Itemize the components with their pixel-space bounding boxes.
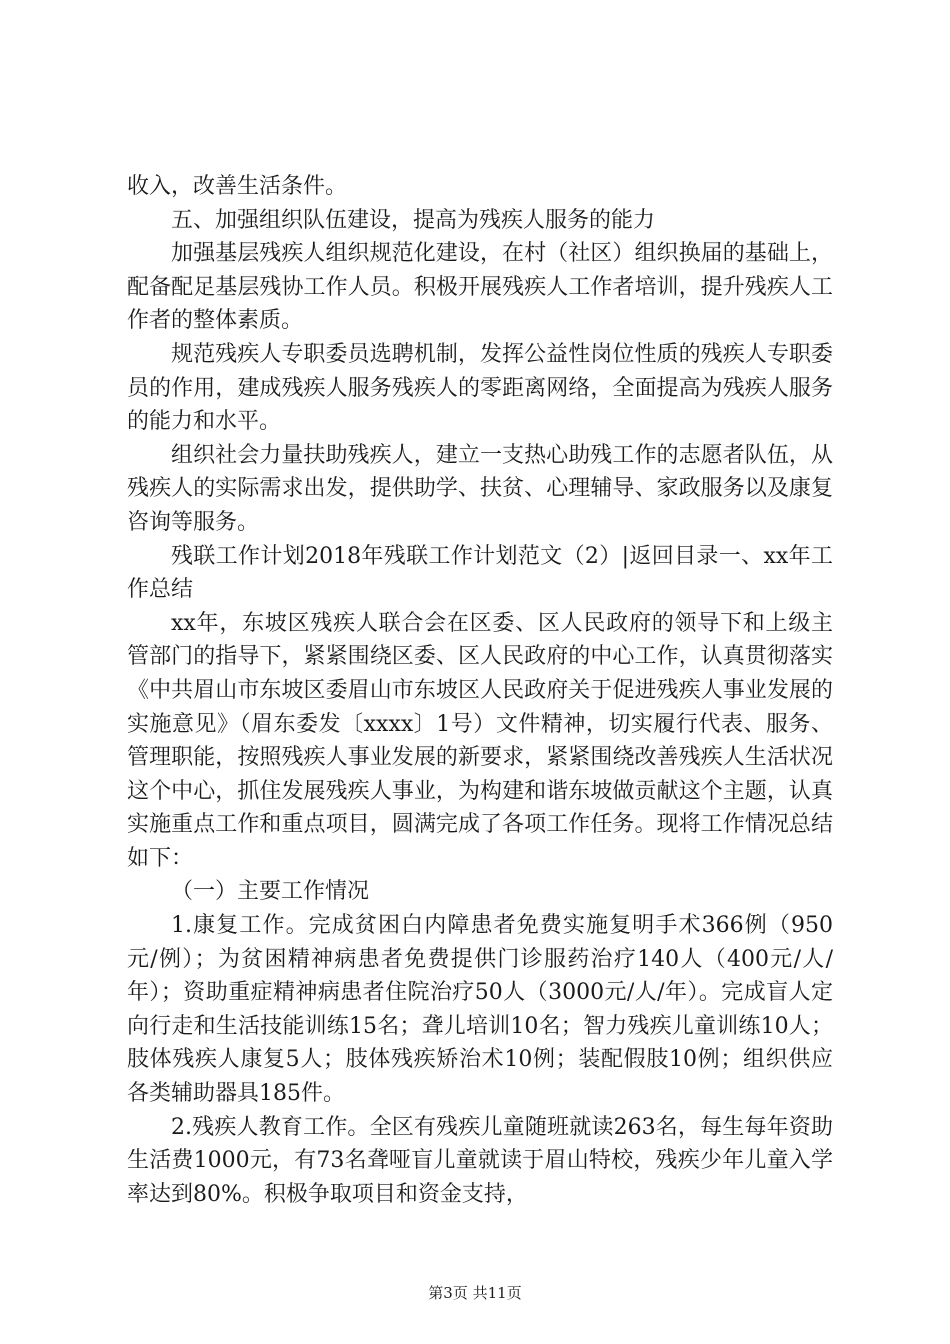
page-footer: 第3页 共11页 <box>428 1284 522 1302</box>
document-body <box>127 170 833 1211</box>
paragraph: xx年，东坡区残疾人联合会在区委、区人民政府的领导下和上级主管部门的指导下，紧紧围绕区委、区人民政府的中心工作，认真贯彻落实《中共眉山市东坡区委眉山市东坡区人民政府关于促进残疾人事业发展的实施意见》（眉东委发〔xxxx〕1号）文件精神，切实履行代表、服务、管理职能，按照残疾人事业发展的新要求，紧紧围绕改善残疾人生活状况这个中心，抓住发展残疾人事业，为构建和谐东坡做贡献这个主题，认真实施重点工作和重点项目，圆满完成了各项工作任务。现将工作情况总结如下： <box>127 610 833 871</box>
section-title-line: 残联工作计划2018年残联工作计划范文（2）|返回目录一、xx年工作总结 <box>127 543 833 603</box>
section-heading-five: 五、加强组织队伍建设，提高为残疾人服务的能力 <box>171 207 656 233</box>
paragraph-continuation: 收入，改善生活条件。 <box>127 174 348 199</box>
paragraph-rehabilitation: 1.康复工作。完成贫困白内障患者免费实施复明手术366例（950元/例）；为贫困精神病患者免费提供门诊服药治疗140人（400元/人/年）；资助重症精神病患者住院治疗50人（3000元/人/年）。完成盲人定向行走和生活技能训练15名；聋儿培训10名；智力残疾儿童训练10人；肢体残疾人康复5人；肢体残疾矫治术10例；装配假肢10例；组织供应各类辅助器具185件。 <box>127 913 833 1107</box>
subsection-heading: （一）主要工作情况 <box>171 879 370 905</box>
paragraph: 组织社会力量扶助残疾人，建立一支热心助残工作的志愿者队伍，从残疾人的实际需求出发，提供助学、扶贫、心理辅导、家政服务以及康复咨询等服务。 <box>127 442 833 535</box>
paragraph: 规范残疾人专职委员选聘机制，发挥公益性岗位性质的残疾人专职委员的作用，建成残疾人服务残疾人的零距离网络，全面提高为残疾人服务的能力和水平。 <box>127 341 833 435</box>
paragraph: 加强基层残疾人组织规范化建设，在村（社区）组织换届的基础上，配备配足基层残协工作人员。积极开展残疾人工作者培训，提升残疾人工作者的整体素质。 <box>127 241 833 334</box>
paragraph-education: 2.残疾人教育工作。全区有残疾儿童随班就读263名，每生每年资助生活费1000元，有73名聋哑盲儿童就读于眉山特校，残疾少年儿童入学率达到80%。积极争取项目和资金支持， <box>127 1114 833 1207</box>
